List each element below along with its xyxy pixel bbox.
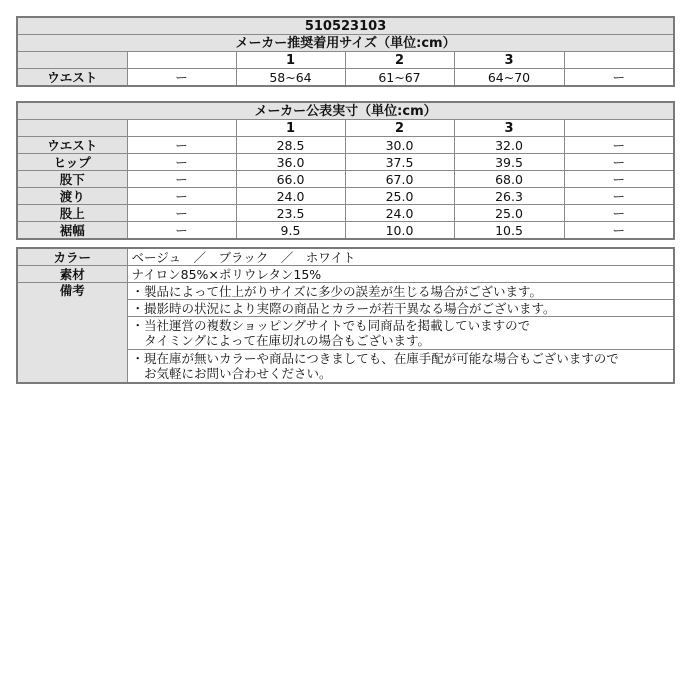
table-row bbox=[17, 171, 674, 188]
cell-value: 10.5 bbox=[454, 222, 564, 240]
measured-size-title: メーカー公表実寸（単位:cm） bbox=[17, 102, 674, 120]
product-code: 510523103 bbox=[17, 17, 674, 35]
table-row bbox=[17, 188, 674, 205]
row-label: 股上 bbox=[17, 205, 127, 222]
cell-value: 66.0 bbox=[236, 171, 345, 188]
note-text: ・製品によって仕上がりサイズに多少の誤差が生じる場合がございます。 bbox=[131, 283, 543, 299]
table-row bbox=[17, 266, 674, 283]
note-text: ・現在庫が無いカラーや商品につきましても、在庫手配が可能な場合もございますので bbox=[131, 351, 619, 366]
size-header: 2 bbox=[345, 120, 454, 137]
cell-value: 64~70 bbox=[454, 69, 564, 87]
cell-value: 26.3 bbox=[454, 188, 564, 205]
cell-value: 23.5 bbox=[236, 205, 345, 222]
note-item bbox=[127, 283, 674, 300]
note-text: お気軽にお問い合わせください。 bbox=[131, 366, 332, 381]
cell-value: 58~64 bbox=[236, 69, 345, 87]
cell-value: 30.0 bbox=[345, 137, 454, 154]
row-label: ヒップ bbox=[17, 154, 127, 171]
cell-value: 10.0 bbox=[345, 222, 454, 240]
size-header: 1 bbox=[236, 120, 345, 137]
note-item bbox=[127, 300, 674, 317]
row-label: 裾幅 bbox=[17, 222, 127, 240]
cell-value: 25.0 bbox=[345, 188, 454, 205]
cell-value: ー bbox=[127, 154, 236, 171]
row-label: ウエスト bbox=[17, 137, 127, 154]
cell-value: ー bbox=[127, 222, 236, 240]
table-row bbox=[17, 137, 674, 154]
note-item bbox=[127, 317, 674, 350]
cell-value: 24.0 bbox=[345, 205, 454, 222]
cell-value: 28.5 bbox=[236, 137, 345, 154]
cell-value: ー bbox=[127, 188, 236, 205]
table-row bbox=[17, 248, 674, 266]
cell-value: 9.5 bbox=[236, 222, 345, 240]
cell-value: ー bbox=[564, 171, 674, 188]
table-row bbox=[17, 283, 674, 300]
size-header bbox=[564, 52, 674, 69]
notes-label: 備考 bbox=[17, 283, 127, 384]
cell-value: ー bbox=[564, 188, 674, 205]
table-row bbox=[17, 205, 674, 222]
color-value: ベージュ ／ ブラック ／ ホワイト bbox=[127, 248, 674, 266]
header-blank bbox=[17, 52, 127, 69]
size-header bbox=[127, 120, 236, 137]
size-header bbox=[127, 52, 236, 69]
size-header: 3 bbox=[454, 52, 564, 69]
note-text: タイミングによって在庫切れの場合もございます。 bbox=[131, 333, 431, 348]
cell-value: 32.0 bbox=[454, 137, 564, 154]
cell-value: 67.0 bbox=[345, 171, 454, 188]
note-text: ・撮影時の状況により実際の商品とカラーが若干異なる場合がございます。 bbox=[131, 300, 556, 316]
row-label: 股下 bbox=[17, 171, 127, 188]
cell-value: ー bbox=[564, 137, 674, 154]
color-label: カラー bbox=[17, 248, 127, 266]
size-header: 3 bbox=[454, 120, 564, 137]
cell-value: 36.0 bbox=[236, 154, 345, 171]
cell-value: ー bbox=[564, 205, 674, 222]
cell-value: 68.0 bbox=[454, 171, 564, 188]
table-row bbox=[17, 154, 674, 171]
size-header: 2 bbox=[345, 52, 454, 69]
recommended-size-title: メーカー推奨着用サイズ（単位:cm） bbox=[17, 35, 674, 52]
measured-size-table bbox=[16, 101, 675, 240]
recommended-size-table bbox=[16, 16, 675, 87]
cell-value: ー bbox=[127, 137, 236, 154]
cell-value: 24.0 bbox=[236, 188, 345, 205]
cell-value: ー bbox=[127, 205, 236, 222]
cell-value: ー bbox=[564, 222, 674, 240]
table-row bbox=[17, 69, 674, 87]
cell-value: 25.0 bbox=[454, 205, 564, 222]
table-row bbox=[17, 222, 674, 240]
size-header: 1 bbox=[236, 52, 345, 69]
note-item bbox=[127, 350, 674, 384]
header-blank bbox=[17, 120, 127, 137]
row-label: 渡り bbox=[17, 188, 127, 205]
cell-value: 37.5 bbox=[345, 154, 454, 171]
material-value: ナイロン85%×ポリウレタン15% bbox=[127, 266, 674, 283]
cell-value: 61~67 bbox=[345, 69, 454, 87]
cell-value: 39.5 bbox=[454, 154, 564, 171]
cell-value: ー bbox=[564, 154, 674, 171]
cell-value: ー bbox=[127, 171, 236, 188]
material-label: 素材 bbox=[17, 266, 127, 283]
cell-value: ー bbox=[564, 69, 674, 87]
note-text: ・当社運営の複数ショッピングサイトでも同商品を掲載していますので bbox=[131, 318, 531, 333]
product-info-table bbox=[16, 247, 675, 384]
cell-value: ー bbox=[127, 69, 236, 87]
size-header bbox=[564, 120, 674, 137]
row-label: ウエスト bbox=[17, 69, 127, 87]
